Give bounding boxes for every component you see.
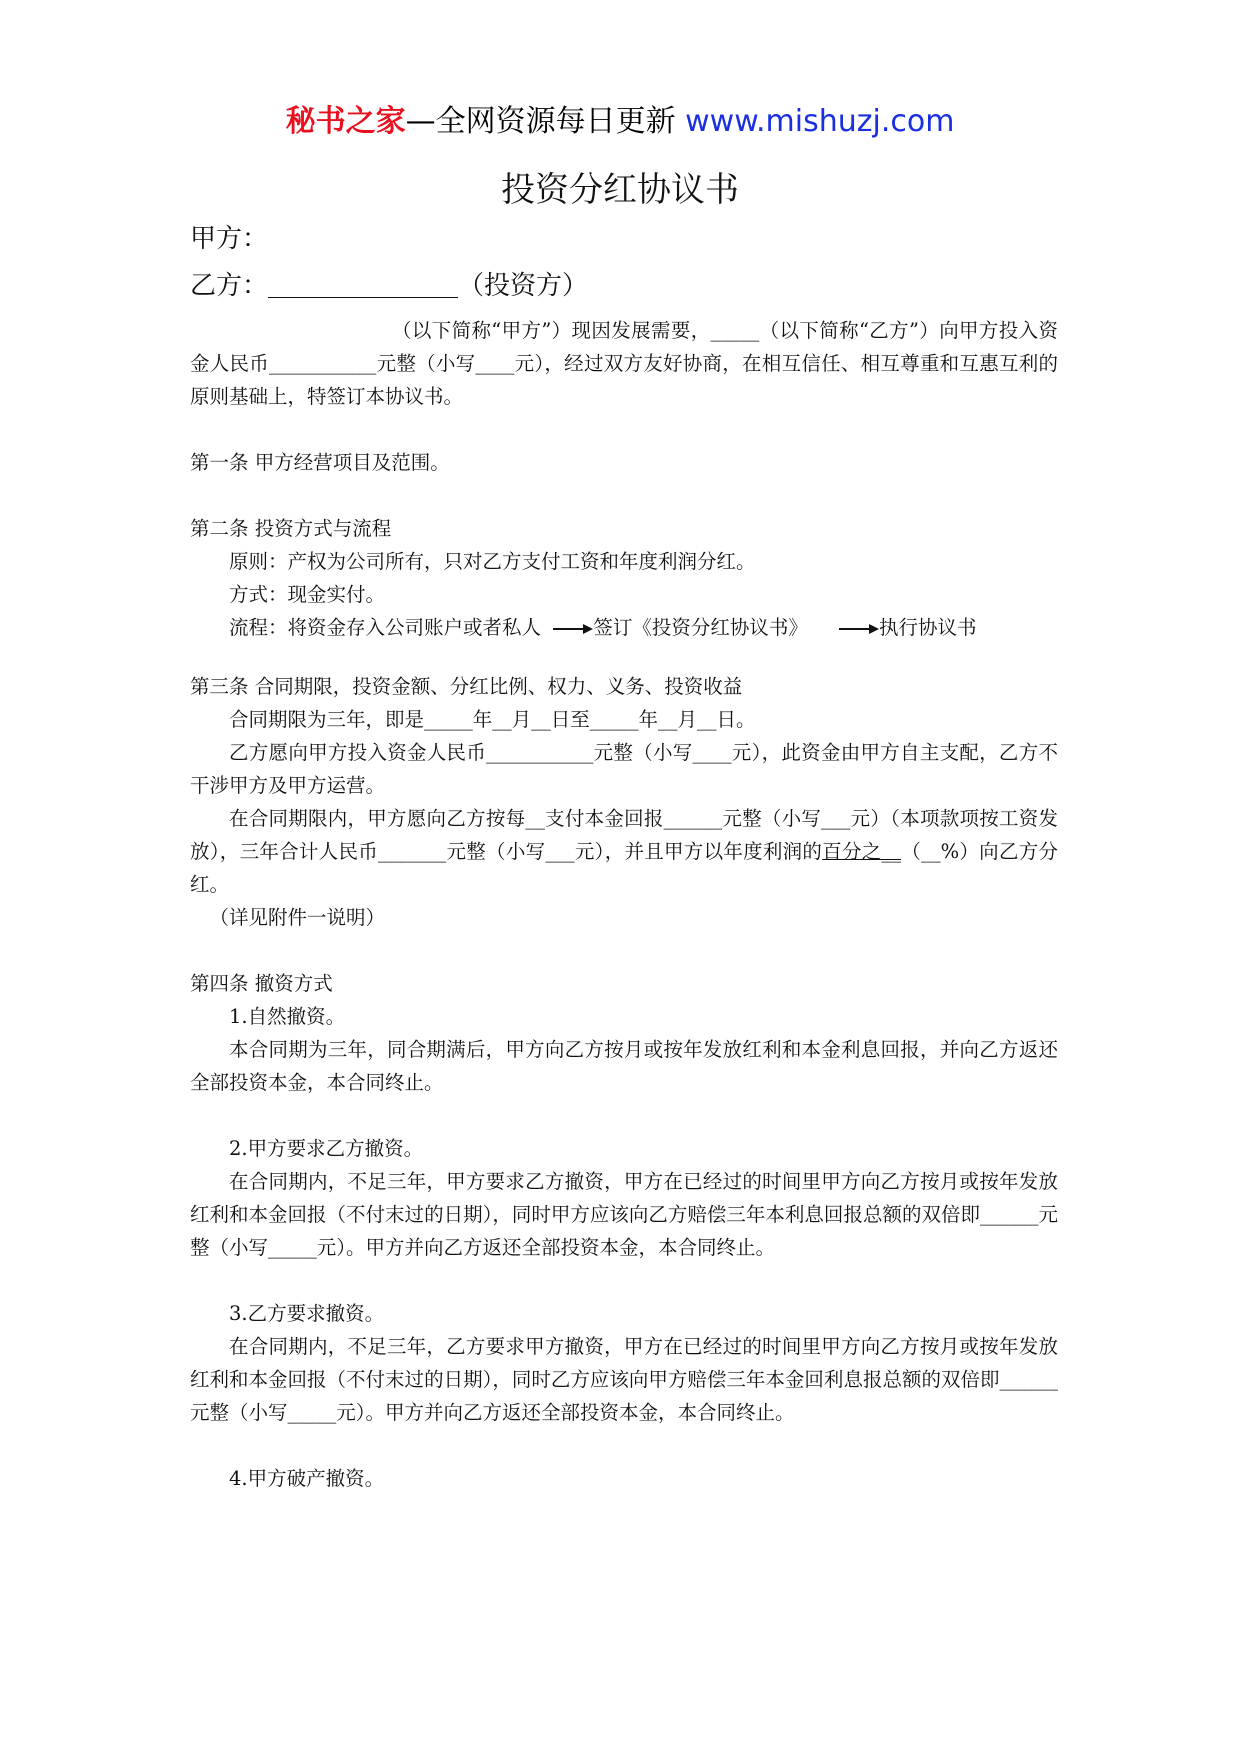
return-text-a: 在合同期限内，甲方愿向乙方按每__支付本金回报______元整（小写___元）（本项款项按工资发放），三年合计人民币_______元整（小写___元），并且甲方以年度利润的 bbox=[190, 807, 1058, 863]
flow-step-2: 签订《投资分红协议书》 bbox=[593, 616, 808, 639]
article-2-principle: 原则：产权为公司所有，只对乙方支付工资和年度利润分红。 bbox=[229, 550, 756, 573]
article-2-flow bbox=[190, 611, 1058, 644]
banner-url-link[interactable]: www.mishuzj.com bbox=[685, 104, 955, 139]
article-3-heading: 第三条 合同期限，投资金额、分红比例、权力、义务、投资收益 bbox=[190, 675, 743, 698]
article-4-section-3-title: 3.乙方要求撤资。 bbox=[229, 1302, 385, 1325]
party-a-label: 甲方： bbox=[190, 224, 269, 254]
flow-step-1: 流程：将资金存入公司账户或者私人 bbox=[229, 616, 542, 639]
article-3-investment: 乙方愿向甲方投入资金人民币___________元整（小写____元），此资金由甲方自主支配，乙方不干涉甲方及甲方运营。 bbox=[190, 741, 1058, 797]
party-b-blank bbox=[268, 271, 458, 298]
article-3-note: （详见附件一说明） bbox=[209, 906, 386, 929]
document-body bbox=[190, 314, 1058, 1495]
article-3-return bbox=[190, 802, 1058, 901]
article-4-heading: 第四条 撤资方式 bbox=[190, 972, 333, 995]
party-b-line bbox=[190, 266, 588, 306]
article-1-heading: 第一条 甲方经营项目及范围。 bbox=[190, 451, 450, 474]
article-4-section-1-title: 1.自然撤资。 bbox=[229, 1005, 346, 1028]
banner-tagline: —全网资源每日更新 bbox=[405, 104, 676, 139]
article-3-term: 合同期限为三年，即是_____年__月__日至_____年__月__日。 bbox=[229, 708, 756, 731]
document-title: 投资分红协议书 bbox=[501, 170, 739, 210]
article-4-section-2-body: 在合同期内，不足三年，甲方要求乙方撤资，甲方在已经过的时间里甲方向乙方按月或按年发放红利和本金回报（不付末过的日期），同时甲方应该向乙方赔偿三年本利息回报总额的双倍即______元整（小写_____元）。甲方并向乙方返还全部投资本金，本合同终止。 bbox=[190, 1170, 1058, 1259]
flow-step-3: 执行协议书 bbox=[878, 616, 977, 639]
article-4-section-1-body: 本合同期为三年，同合期满后，甲方向乙方按月或按年发放红利和本金利息回报，并向乙方返还全部投资本金，本合同终止。 bbox=[190, 1038, 1058, 1094]
preamble-paragraph: （以下简称“甲方”）现因发展需要，_____（以下简称“乙方”）向甲方投入资金人民币___________元整（小写____元），经过双方友好协商，在相互信任、相互尊重和互惠互利的原则基础上，特签订本协议书。 bbox=[190, 319, 1058, 408]
article-4-section-3-body: 在合同期内，不足三年，乙方要求甲方撤资，甲方在已经过的时间里甲方向乙方按月或按年发放红利和本金回报（不付末过的日期），同时乙方应该向甲方赔偿三年本金回利息报总额的双倍即______元整（小写_____元）。甲方并向乙方返还全部投资本金，本合同终止。 bbox=[190, 1335, 1058, 1424]
party-a-line bbox=[190, 219, 268, 259]
article-2-method: 方式：现金实付。 bbox=[229, 583, 386, 606]
banner-brand: 秘书之家 bbox=[285, 104, 406, 139]
flow-arrow-icon bbox=[839, 624, 879, 634]
party-b-suffix: （投资方） bbox=[458, 271, 589, 301]
article-4-section-2-title: 2.甲方要求乙方撤资。 bbox=[229, 1137, 424, 1160]
article-4-section-4-title: 4.甲方破产撤资。 bbox=[229, 1467, 385, 1490]
party-b-label: 乙方： bbox=[190, 271, 269, 301]
return-percent-underlined: 百分之__ bbox=[822, 840, 902, 863]
article-2-heading: 第二条 投资方式与流程 bbox=[190, 517, 392, 540]
site-banner bbox=[0, 100, 1240, 144]
flow-arrow-icon bbox=[553, 624, 593, 634]
return-text-b: （__%）向乙方分红。 bbox=[190, 840, 1058, 896]
